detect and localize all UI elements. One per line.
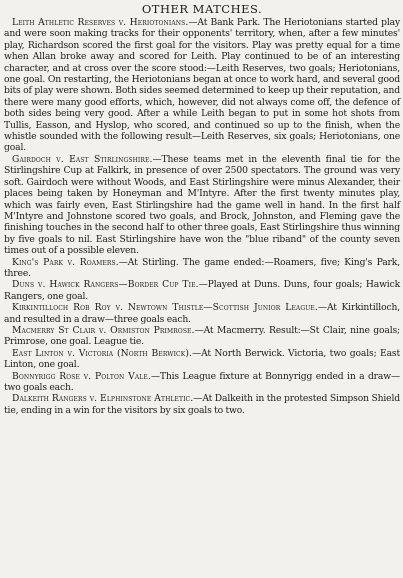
match-body: —At Stirling. The game ended:—Roamers, five; King's Park, three. (4, 256, 400, 279)
match-body: —Played at Duns. Duns, four goals; Hawick Rangers, one goal. (4, 279, 401, 302)
match-heading: Macmerry St Clair v. Ormiston Primrose. (12, 324, 195, 336)
match-body: —These teams met in the eleventh final tie for the Stirlingshire Cup at Falkirk, in presence of over 2500 spectators. The ground was very soft. Gairdoch were without Woods, and East Stirlingshire were minus Alexander, their places being taken by Honeyman and M'Intyre. After the first twenty minutes play, which was fairly even, East Stirlingshire had the game well in hand. In the first half M'Intyre and Johnstone scored two goals, and Brock, Johnston, and Fleming gave the finishing touches in the second half to other three goals, East Stirlingshire thus winning by five goals to nil. East Stirlingshire have won the "blue riband" of the county seven times out of a possible eleven. (4, 153, 401, 257)
match-report-leith-heriotonians (4, 17, 400, 154)
match-report-gairdoch-east-stirlingshire (4, 154, 400, 257)
match-report-macmerry-ormiston (4, 325, 400, 348)
match-heading: Gairdoch v. East Stirlingshire. (12, 153, 153, 165)
match-heading: King's Park v. Roamers. (12, 256, 119, 268)
match-heading: Leith Athletic Reserves v. Heriotonians. (12, 17, 189, 28)
match-body: —This League fixture at Bonnyrigg ended in a draw—two goals each. (4, 370, 401, 393)
match-heading: Duns v. Hawick Rangers—Border Cup Tie. (12, 279, 199, 291)
match-report-east-linton-victoria (4, 348, 400, 371)
match-report-duns-hawick (4, 279, 400, 302)
match-body: —At Bank Park. The Heriotonians started play and were soon making tracks for their opponents' territory, when, after a few minutes' play, Richardson scored the first goal for the visitors. Play was pretty equal for a time when Allan broke away and scored for Leith. Play continued to be of an interesting character, and at cross over the score stood:—Leith Reserves, two goals; Heriotonians, one goal. On restarting, the Heriotonians began at once to work hard, and several good bits of play were shown. Both sides seemed determined to keep up their reputation, and there were many good efforts, which, however, did not always come off, the defence of both sides being very good. After a while Leith began to put in some hot shots from Tullis, Easson, and Hyslop, who scored, and continued so up to the finish, when the whistle sounded with the following result—Leith Reserves, six goals; Heriotonians, one goal. (4, 17, 400, 154)
match-body: —At Dalkeith in the protested Simpson Shield tie, ending in a win for the visitors by six goals to two. (4, 393, 400, 416)
match-body: —At North Berwick. Victoria, two goals; East Linton, one goal. (4, 347, 400, 371)
match-body: —At Kirkintilloch, and resulted in a draw—three goals each. (4, 302, 400, 325)
match-body: —At Macmerry. Result:—St Clair, nine goals; Primrose, one goal. League tie. (4, 324, 401, 348)
section-title: OTHER MATCHES. (141, 2, 263, 16)
match-report-kirkintilloch-newtown (4, 302, 400, 325)
match-heading: Kirkintilloch Rob Roy v. Newtown Thistle—Scottish Junior League. (12, 302, 318, 314)
match-heading: East Linton v. Victoria (North Berwick). (12, 347, 193, 359)
match-report-bonnyrigg-polton (4, 371, 400, 394)
match-report-kings-park-roamers (4, 257, 400, 280)
match-heading: Bonnyrigg Rose v. Polton Vale. (12, 370, 151, 382)
match-report-dalkeith-elphinstone (4, 393, 400, 416)
match-heading: Dalkeith Rangers v. Elphinstone Athletic. (12, 393, 194, 405)
